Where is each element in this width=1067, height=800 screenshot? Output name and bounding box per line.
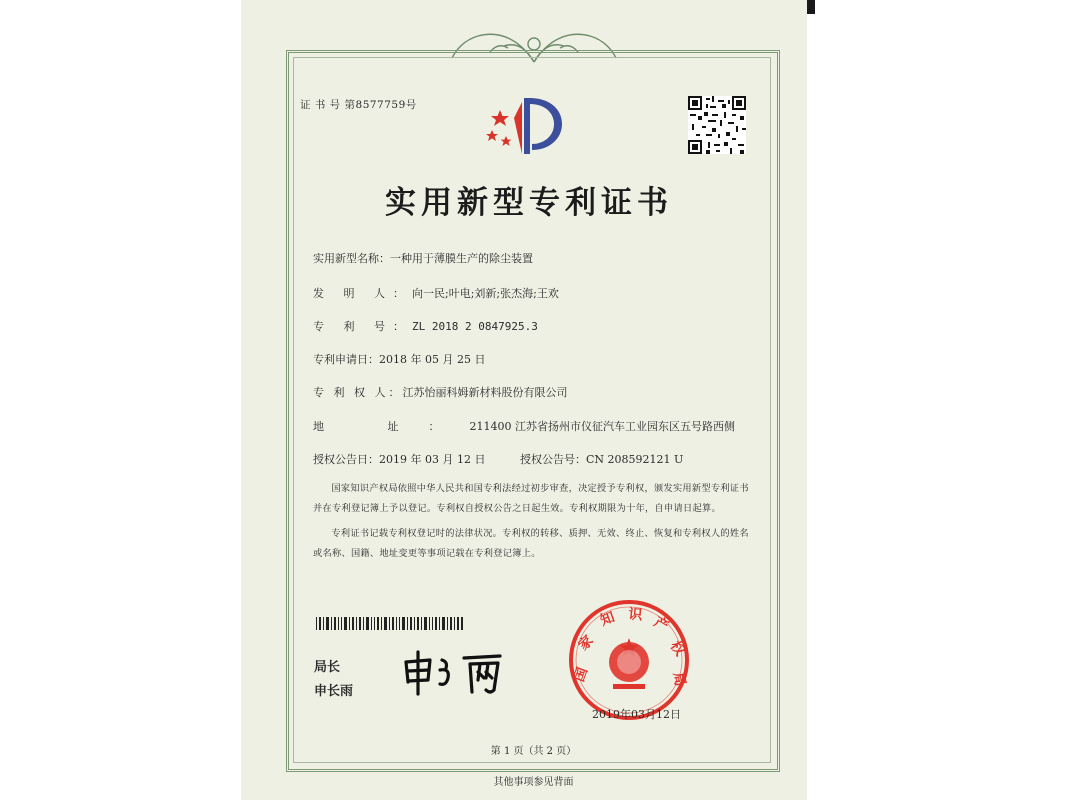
page-indicator: 第 1 页（共 2 页）: [490, 746, 577, 757]
notice-paragraph-2: 专利证书记载专利权登记时的法律状况。专利权的转移、质押、无效、终止、恢复和专利权人的姓名或名称、国籍、地址变更等事项记载在专利登记簿上。: [313, 528, 749, 559]
field-value: 向一民;叶电;刘新;张杰海;王欢: [412, 287, 559, 300]
field-address: [313, 418, 735, 434]
field-value: ZL 2018 2 0847925.3: [412, 320, 538, 333]
field-label: 专 利 权 人：: [313, 386, 403, 399]
handwritten-signature: [400, 648, 525, 696]
inner-border: [293, 57, 771, 763]
field-inventors: [313, 285, 559, 301]
field-label: 地 址：: [313, 420, 470, 433]
field-grant-number: [520, 451, 683, 467]
svg-text:国: 国: [571, 665, 592, 684]
field-patentee: [313, 384, 568, 400]
barcode: [316, 617, 464, 630]
field-label: 专利申请日：: [313, 353, 379, 366]
patent-office-logo: [480, 88, 570, 160]
field-label: 授权公告日：: [313, 453, 379, 466]
field-application-date: [313, 351, 485, 367]
back-side-note: 其他事项参见背面: [493, 777, 574, 788]
svg-text:权: 权: [666, 638, 688, 660]
qr-code: [688, 96, 746, 154]
svg-text:识: 识: [627, 606, 644, 624]
svg-text:产: 产: [650, 614, 672, 635]
field-grant-date: [313, 451, 485, 467]
field-label: 发 明 人：: [313, 287, 412, 300]
certificate-title: 实用新型专利证书: [385, 185, 673, 221]
svg-text:知: 知: [598, 609, 617, 630]
scan-edge: [807, 0, 815, 14]
notice-paragraph-1: 国家知识产权局依照中华人民共和国专利法经过初步审查，决定授予专利权，颁发实用新型专利证书并在专利登记簿上予以登记。专利权自授权公告之日起生效。专利权期限为十年，自申请日起算。: [313, 483, 749, 514]
field-patent-number: [313, 318, 538, 334]
director-role: 局长: [314, 660, 341, 675]
field-value: 江苏怡丽科姆新材料股份有限公司: [402, 386, 568, 399]
field-label: 专 利 号：: [313, 320, 412, 333]
field-value: 2018 年 05 月 25 日: [379, 353, 486, 366]
svg-text:家: 家: [575, 632, 597, 654]
field-label: 实用新型名称：: [313, 252, 390, 265]
field-value: 一种用于薄膜生产的除尘装置: [390, 252, 533, 265]
field-value: CN 208592121 U: [586, 453, 684, 466]
field-value: 2019 年 03 月 12 日: [379, 453, 486, 466]
field-label: 授权公告号：: [520, 453, 586, 466]
svg-text:局: 局: [669, 671, 689, 688]
seal-date: 2019年03月12日: [592, 708, 681, 721]
field-value: 211400 江苏省扬州市仪征汽车工业园东区五号路西侧: [469, 420, 735, 433]
official-seal: [567, 598, 691, 722]
director-name: 申长雨: [314, 684, 354, 699]
certificate-number: 证 书 号 第8577759号: [300, 99, 417, 111]
field-utility-model-name: [313, 250, 533, 266]
